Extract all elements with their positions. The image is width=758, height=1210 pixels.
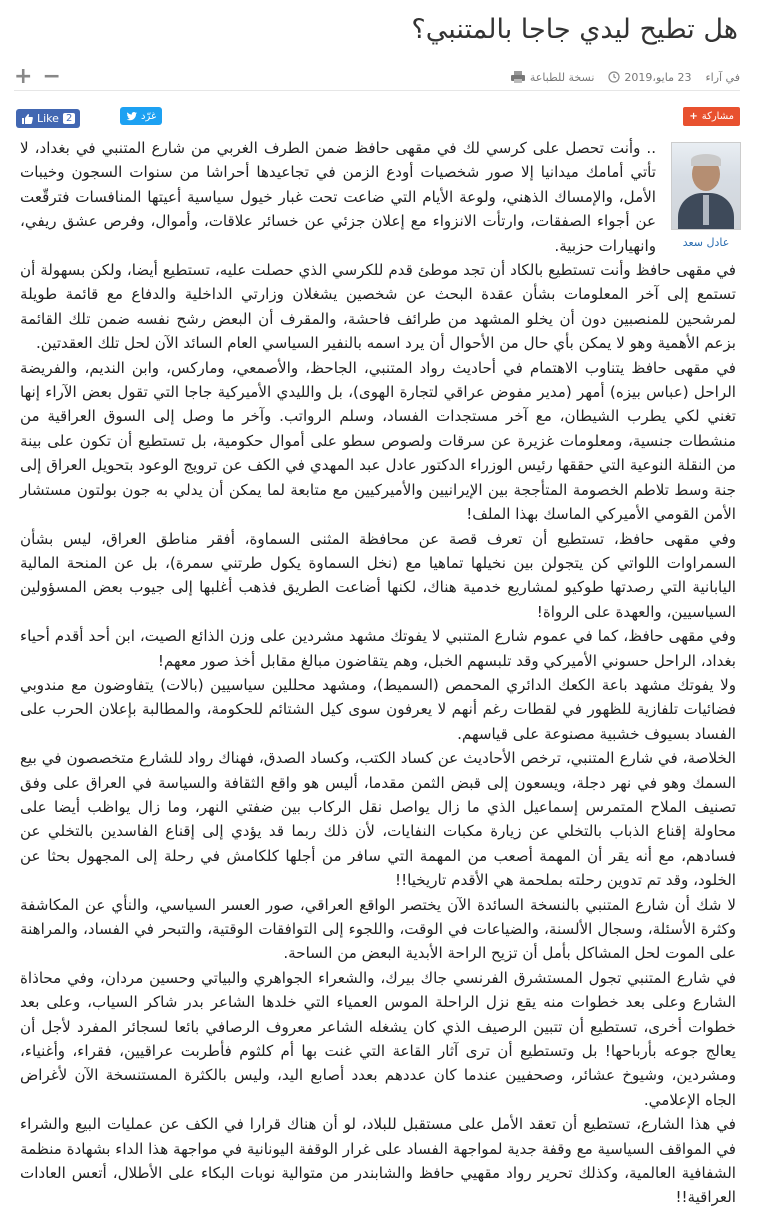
article-body (20, 136, 736, 1210)
paragraph-1: .. وأنت تحصل على كرسي لك في مقهى حافظ ضمن الطرف الغربي من شارع المتنبي في بغداد، لا تأتي أمامك ميدانيا إلا صور شخصيات أودع الزمن في تجاعيدها أحراشا من سنوات السجون وخيبات الأمل، والإمساك الذهني، ولوعة الأيام التي ضاعت تحت غبار خيول سياسية أعيتها المنافسات فترقّعت عن أجواء الصفقات، وارتأت الانزواء مع إعلان جزئي عن خسائر علاقات، وأموال، وفرص عشق ريفي، وانهيارات حزبية. (20, 139, 656, 255)
thumbs-up-icon (21, 113, 33, 125)
plus-icon: + (689, 111, 698, 122)
zoom-in-button[interactable]: + (14, 64, 33, 89)
tweet-button[interactable] (120, 107, 162, 125)
paragraph-8: لا شك أن شارع المتنبي بالنسخة السائدة الآن يختصر الواقع العراقي، صور العسر السياسي، والنأي عن المكاشفة وكثرة الأسئلة، وسجال الألسنة، والضياعات في الوقت، واللجوء إلى التوافقات الوقتية، والتبحر في الفساد، والمراهنة على الموت لحل المشاكل بأمل أن تزيح الراحة الأبدية البعض من الساحة. (20, 895, 736, 963)
paragraph-6: ولا يفوتك مشهد باعة الكعك الدائري المحمص (السميط)، ومشهد محللين سياسيين (بالات) يتفاوضون مع مندوبي فضائيات تلفازية للظهور في لقطات رغم أنهم لا يعرفون سوى كيل الشتائم للحكومة، والمطالبة بإعلان الحرب على الفساد بسيوف خشبية مصنوعة على قياسهم. (20, 675, 736, 743)
date-text: 23 مايو،2019 (624, 70, 692, 84)
print-label: نسخة للطباعة (529, 70, 595, 84)
author-name-link[interactable]: عادل سعد (682, 236, 730, 249)
share-button[interactable] (683, 107, 740, 126)
paragraph-3: في مقهى حافظ يتناوب الاهتمام في أحاديث رواد المتنبي، الجاحظ، والأصمعي، وماركس، وابن النديم، والفريضة الراحل (عباس بيزه) أمهر (مدير مفوض عراقي لتجارة الهوى)، بل والليدي الأميركية جاجا التي تقول بعض الآراء إنها تغني لكي يطرب الشيطان، مع آخر مستجدات الفساد، وسلم الرواتب. وآخر ما وصل إلى السوق العراقية من منشطات جنسية، ومعلومات غزيرة عن سرقات ولصوص سطو على أموال حكومية، بل تستطيع أن تكون على بينة من النقلة النوعية التي حققها رئيس الوزراء الدكتور عادل عبد المهدي في الكف عن ترويج الوعود بتحويل العراق إلى جنة وسط تلاطم الخصومة المتأججة بين الإيرانيين والأميركيين مع متابعة لما يمكن أن يدلي به جون بولتون مستشار الأمن القومي الأميركي الماسك بهذا الملف! (20, 358, 736, 524)
like-count: 2 (63, 113, 75, 124)
tweet-label: غرّد (141, 110, 157, 122)
paragraph-10: في هذا الشارع، تستطيع أن تعقد الأمل على مستقبل للبلاد، لو أن هناك قرارا في الكف عن عمليات البيع والشراء في المواقف السياسية مع وقفة جدية لمواجهة الفساد على غرار الوقفة اليونانية في مواجهة هذا الداء بشهادة منظمة الشفافية العالمية، وكذلك تحرير رواد مقهيي حافظ والشابندر من متوالية نوبات البكاء على الأطلال، أتعس العادات العراقية!! (20, 1115, 736, 1207)
facebook-like-button[interactable] (16, 109, 80, 128)
share-label: مشاركة (701, 111, 734, 122)
article-title: هل تطيح ليدي جاجا بالمتنبي؟ (411, 14, 738, 45)
font-zoom-controls (14, 64, 61, 89)
article-meta-bar (14, 64, 740, 91)
category-link[interactable]: في آراء (705, 70, 740, 84)
paragraph-9: في شارع المتنبي تجول المستشرق الفرنسي جاك بيرك، والشعراء الجواهري والبياتي وحسين مردان، وفي محاذاة الشارع وعلى بعد خطوات منه يقع نزل الراحلة الموس العمياء التي خلدها الشاعر بدر شاكر السياب، وعلى بعد خطوات أخرى، تستطيع أن تتبين الرصيف الذي كان يشغله الشاعر معروف الرصافي بائعا لسجائر المفرد لأجل أن يعالج جوعه بأرباحها! بل وتستطيع أن ترى آثار القاعة التي غنت بها أم كلثوم فأطربت عراقيين، فقراء، وأغنياء، ومشردين، وشيوخ عشائر، وصحفيين عندما كان عددهم بعدد أصابع اليد، وليس بالكثرة المستنسخة الآن لأغراض الجاه الإعلامي. (20, 968, 736, 1109)
paragraph-4: وفي مقهى حافظ، تستطيع أن تعرف قصة عن محافظة المثنى السماوة، أفقر مناطق العراق، ليس بشأن السمراوات اللواتي كن يتجولن بين نخيلها تماهيا مع (نخل السماوة يكول طرتني سمرة)، بل عن المنحة المالية اليابانية التي رصدتها طوكيو لمشاريع خدمية هناك، لكنها أضاعت الطريق فذهب أغلبها إلى جيوب بعض المسؤولين السياسيين، والعهدة على الرواة! (20, 529, 736, 621)
paragraph-2: في مقهى حافظ وأنت تستطيع بالكاد أن تجد موطئ قدم للكرسي الذي حصلت عليه، تستطيع أيضا، ولكن بسهولة أن تستمع إلى آخر المعلومات بشأن عقدة البحث عن شخصين يشغلان وزارتي الداخلية والدفاع مع قائمة طويلة لمرشحين للمنصبين دون أن يخلو المشهد من طرائف فاحشة، والمقرف أن البعض رشح نفسه ضمن تلك القائمة بزعم الأهمية وهو لا يمكن بأي حال من الأحوال أن يرد اسمه بالنفير السياسي العام السائد الآن لحل تلك العقدتين. (20, 261, 736, 353)
printer-icon (510, 70, 526, 84)
like-label: Like (37, 112, 59, 125)
twitter-bird-icon (126, 110, 138, 122)
paragraph-7: الخلاصة، في شارع المتنبي، ترخص الأحاديث عن كساد الكتب، وكساد الصدق، فهناك رواد للشارع متخصصون في بيع السمك وهو في نهر دجلة، ويسعون إلى قبض الثمن مقدما، أليس هو واقع الثقافة والسياسة في العراق على وفق تصنيف الملاح المتمرس إسماعيل الذي ما زال يواصل نقل الركاب بين ضفتي النهر، وما زال يواظب أيضا على محاولة إقناع الذباب بالتخلي عن زيارة مكبات النفايات، لأن ذلك ربما قد يؤدي إلى إقناع الفاسدين بالتخلي عن فسادهم، مع أنه يقر أن المهمة أصعب من المهمة التي سافر من أجلها كلكامش في رحلة إلى المجهول بحثا عن الخلود، وقد تم تدوين رحلته بملحمة هي الأقدم تاريخيا!! (20, 749, 736, 890)
zoom-out-button[interactable]: − (42, 64, 61, 89)
clock-icon (608, 71, 620, 83)
print-link[interactable] (510, 70, 595, 84)
paragraph-5: وفي مقهى حافظ، كما في عموم شارع المتنبي لا يفوتك مشهد مشردين على وزن الذائع الصيت، ابن أحد أقدم أحياء بغداد، الراحل حسوني الأميركي وقد تلبسهم الخبل، وهم يتقاضون مبالغ مقابل أخذ صور معهم! (20, 627, 736, 670)
share-bar (16, 107, 740, 131)
article-date (608, 71, 691, 84)
